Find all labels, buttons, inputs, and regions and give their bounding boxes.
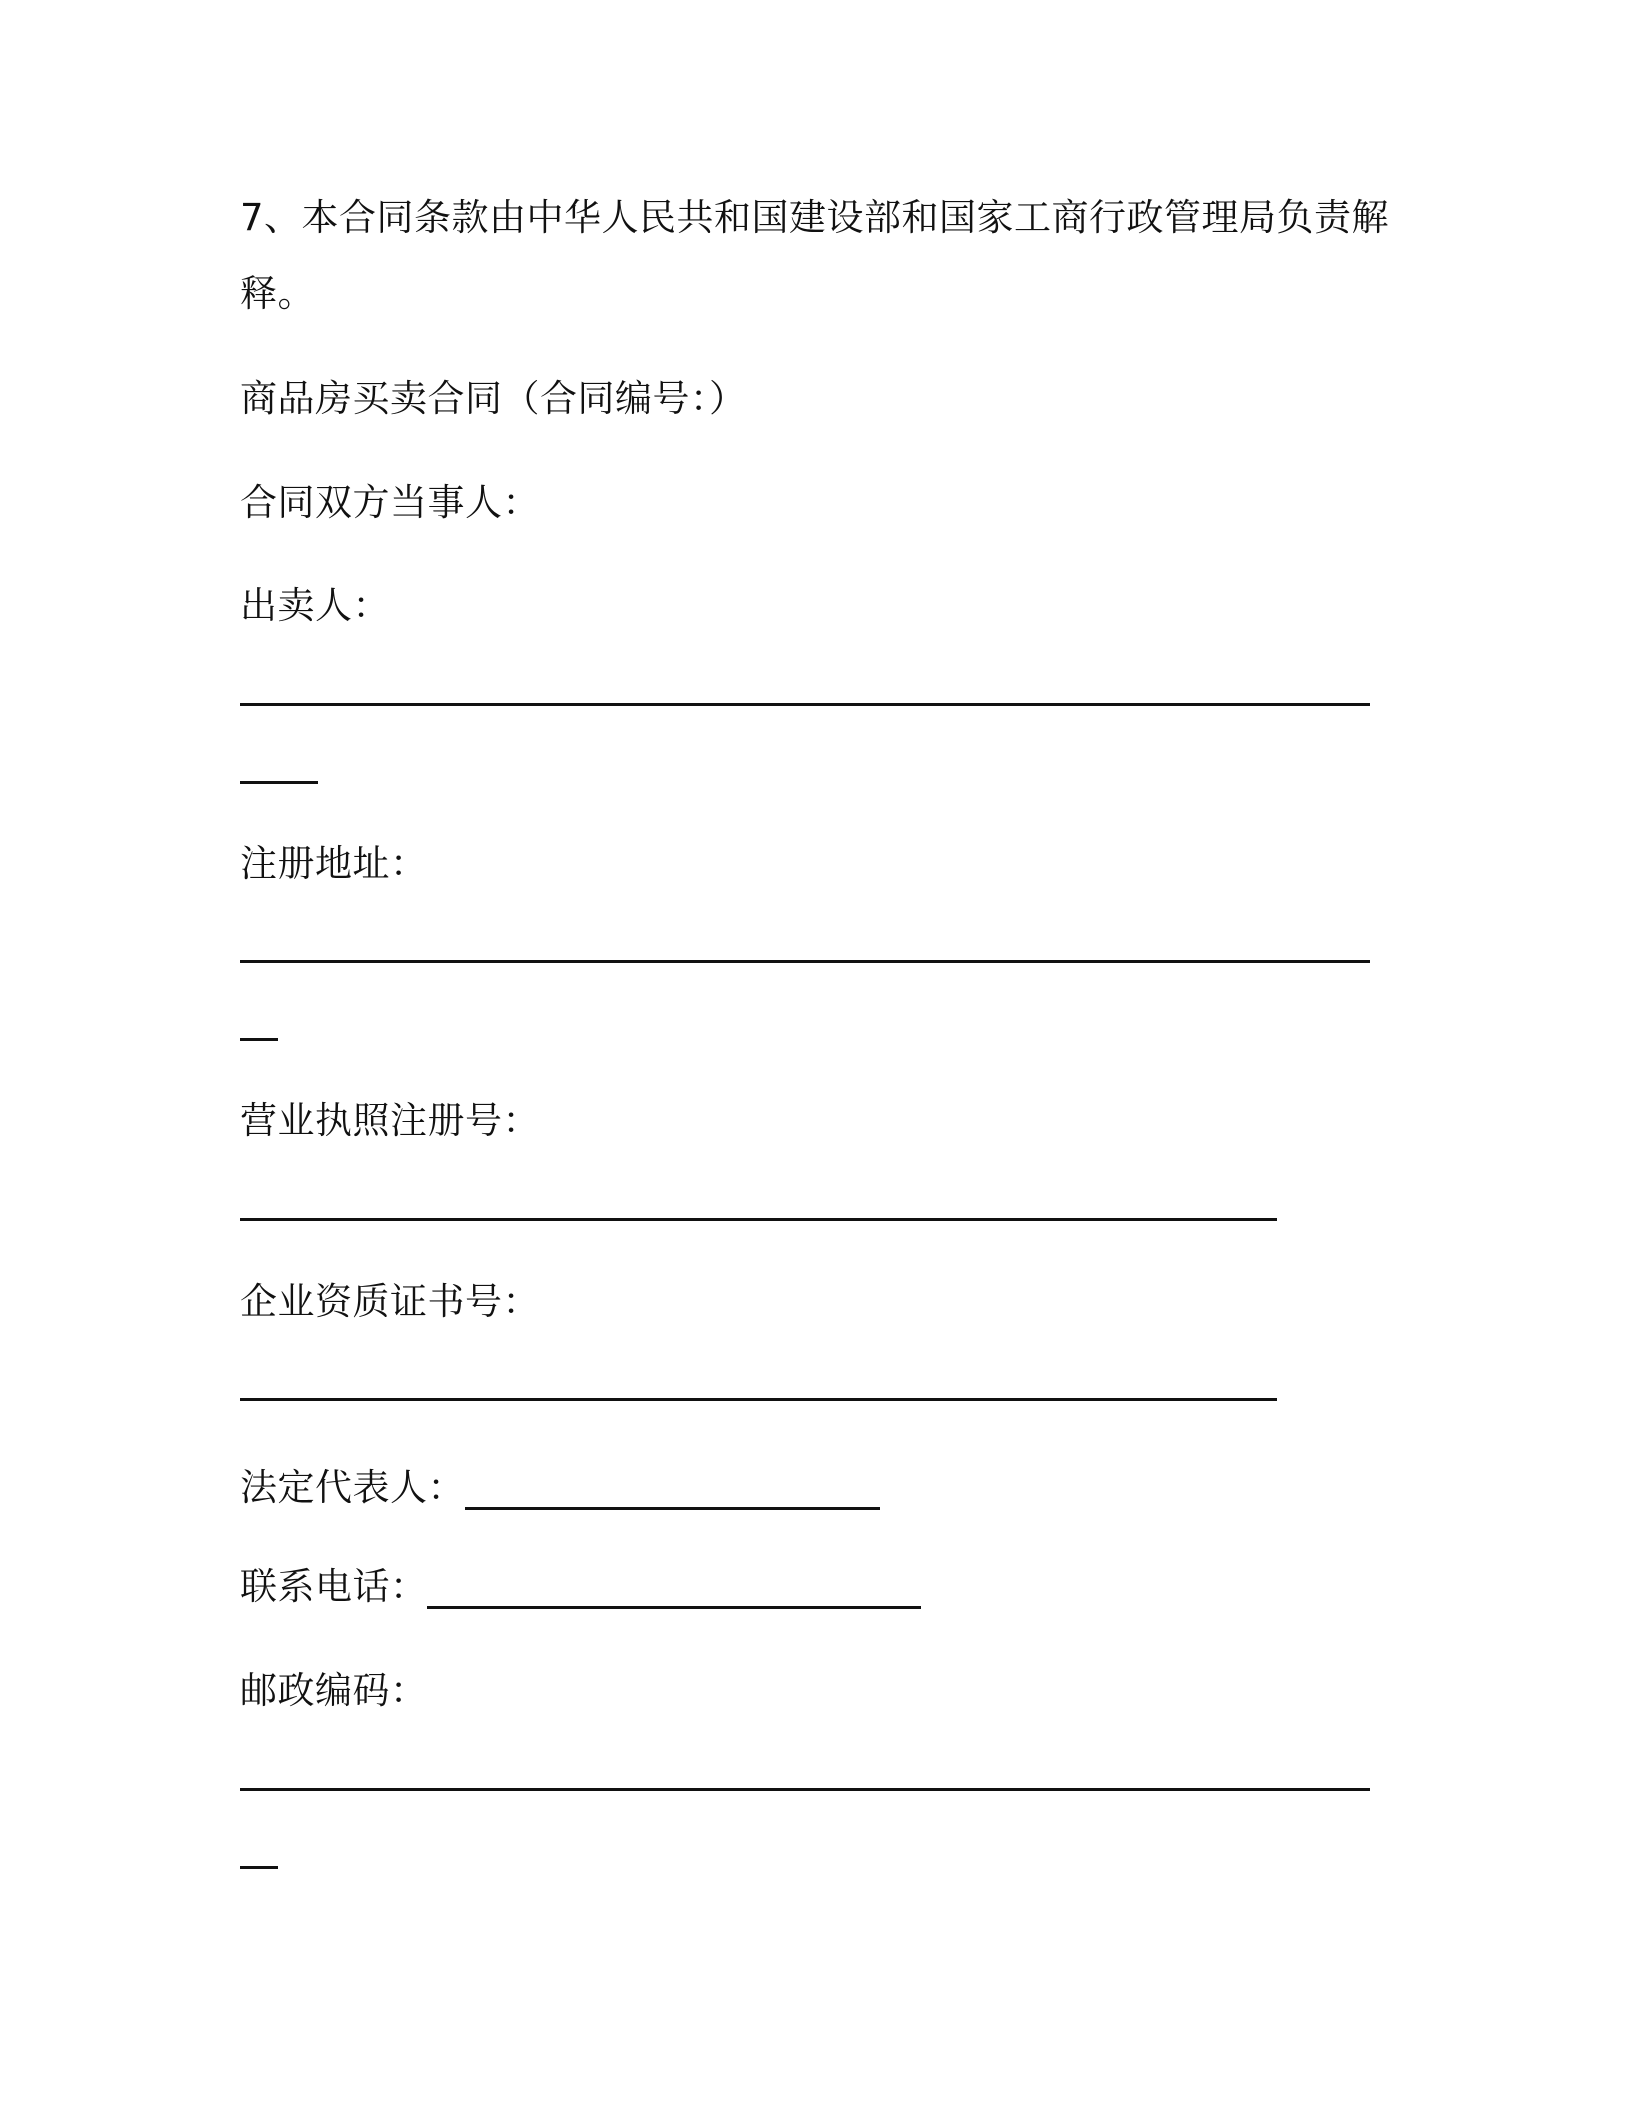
legal-rep-blank-line: [465, 1507, 880, 1510]
parties-label: 合同双方当事人：: [240, 481, 540, 524]
postcode-blank-line-continued: [240, 1866, 278, 1869]
phone-row: [240, 1565, 428, 1609]
postcode-blank-line: [240, 1788, 1370, 1791]
address-blank-line-continued: [240, 1038, 278, 1041]
seller-blank-line-continued: [240, 781, 318, 784]
qualification-cert-blank-line: [240, 1398, 1277, 1401]
contract-title: 商品房买卖合同（合同编号：）: [240, 377, 747, 420]
postcode-label: 邮政编码：: [240, 1669, 428, 1712]
phone-label: 联系电话：: [240, 1565, 428, 1608]
business-license-blank-line: [240, 1218, 1277, 1221]
address-blank-line: [240, 960, 1370, 963]
business-license-label: 营业执照注册号：: [240, 1099, 540, 1142]
legal-representative-row: [240, 1466, 465, 1510]
phone-blank-line: [427, 1606, 921, 1609]
seller-label: 出卖人：: [240, 584, 390, 627]
seller-blank-line: [240, 703, 1370, 706]
qualification-cert-label: 企业资质证书号：: [240, 1280, 540, 1323]
registered-address-label: 注册地址：: [240, 842, 428, 885]
legal-rep-label: 法定代表人：: [240, 1466, 465, 1509]
clause-7-line-2: 释。: [240, 272, 315, 315]
clause-7-line-1: 7、本合同条款由中华人民共和国建设部和国家工商行政管理局负责解: [240, 196, 1390, 239]
